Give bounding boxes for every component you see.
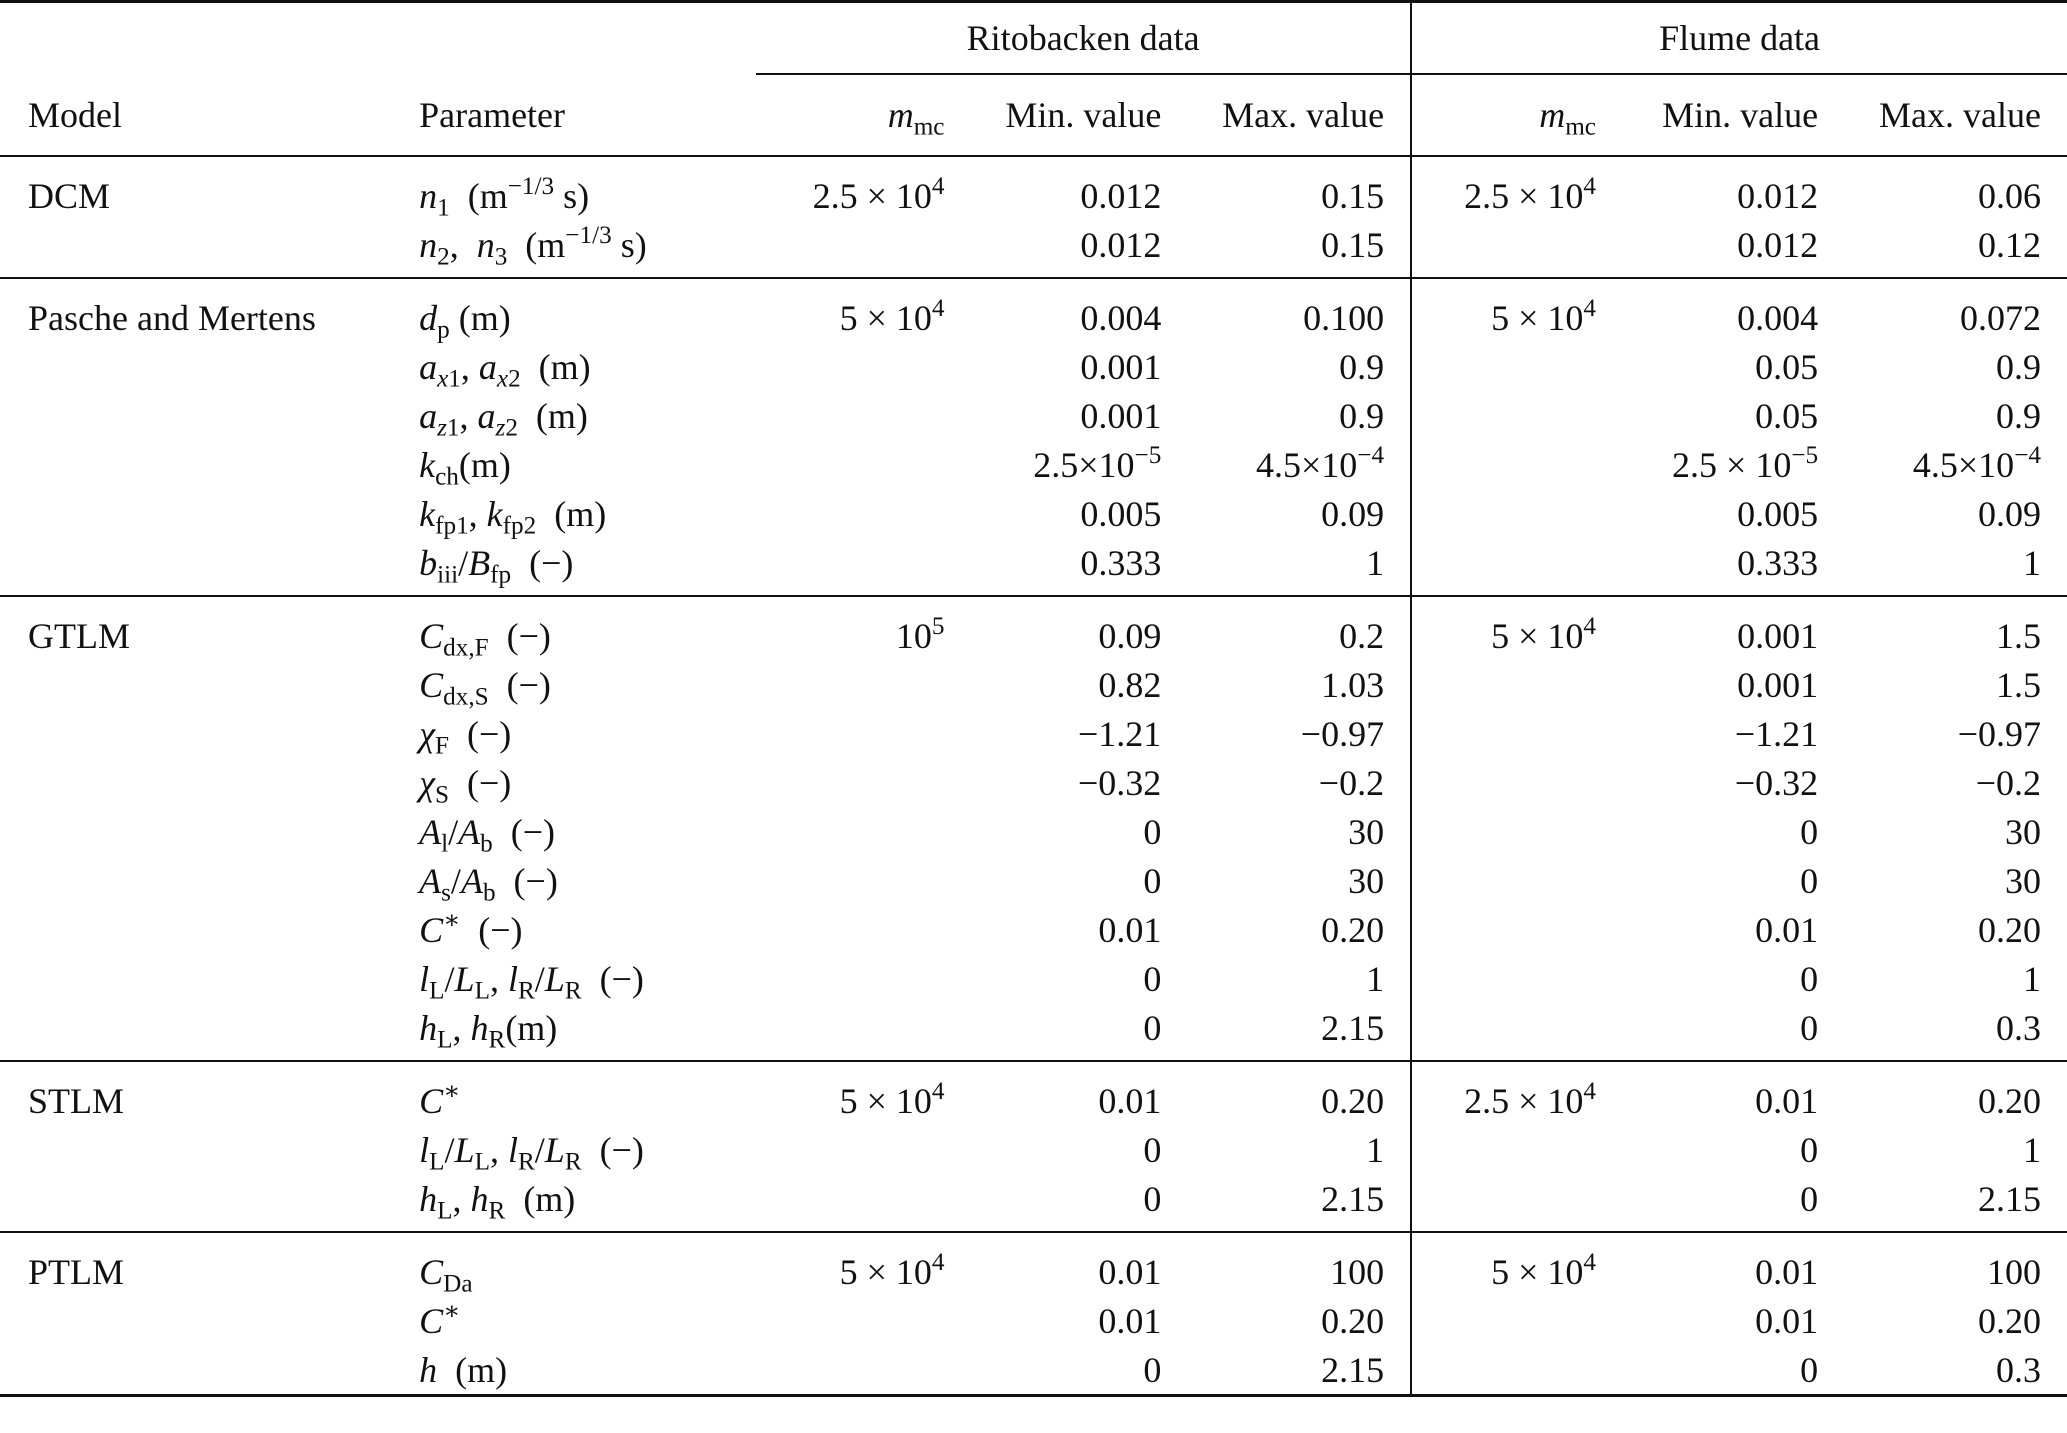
flume-mmc-cell <box>1411 758 1596 807</box>
table-row <box>0 1345 2067 1396</box>
header-min-flume: Min. value <box>1596 74 1818 156</box>
flume-max-cell: $4.5\times 10^{-4}$ <box>1912 441 2041 485</box>
flume-max-cell: −0.97 <box>1957 713 2041 754</box>
ritobacken-min-cell: 0.001 <box>1080 346 1162 387</box>
model-cell <box>0 489 391 538</box>
table-row <box>0 709 2067 758</box>
parameter-cell: $d_p$ (m) <box>419 297 511 344</box>
flume-mmc-cell: $5 \times 10^4$ <box>1411 278 1596 342</box>
flume-mmc-cell <box>1411 905 1596 954</box>
flume-min-cell: 0.01 <box>1755 1251 1819 1292</box>
table-row <box>0 807 2067 856</box>
flume-max-cell: 30 <box>2005 811 2041 852</box>
ritobacken-mmc-cell <box>756 1174 944 1232</box>
ritobacken-max-cell: 1.03 <box>1321 664 1385 705</box>
group-title-flume: Flume data <box>1411 2 2067 75</box>
ritobacken-max-cell: $4.5\times 10^{-4}$ <box>1255 441 1385 485</box>
parameter-cell: $h_L$, $h_R(m)$ <box>391 1003 756 1061</box>
flume-mmc-cell: $2.5 \times 10^4$ <box>1411 156 1596 220</box>
parameter-cell: $l_L/L_L$, $l_R/L_R$ (−) <box>419 1129 644 1176</box>
table-row <box>0 1296 2067 1345</box>
ritobacken-min-cell: 0.01 <box>1098 1080 1162 1121</box>
flume-min-cell: 0.001 <box>1737 615 1819 656</box>
ritobacken-max-cell: 0.100 <box>1303 297 1385 338</box>
model-cell <box>0 440 391 489</box>
table-row <box>0 278 2067 342</box>
ritobacken-max-cell: 0.20 <box>1321 1080 1385 1121</box>
table-body <box>0 156 2067 1396</box>
flume-mmc-cell <box>1411 954 1596 1003</box>
ritobacken-max-cell: 0.9 <box>1339 395 1385 436</box>
flume-min-cell: 0.005 <box>1737 493 1819 534</box>
flume-max-cell: 0.09 <box>1978 493 2041 534</box>
flume-max-cell: 0.20 <box>1978 909 2041 950</box>
ritobacken-max-cell: 0.20 <box>1321 909 1385 950</box>
ritobacken-mmc-cell <box>756 489 944 538</box>
ritobacken-max-cell: 2.15 <box>1161 1003 1411 1061</box>
parameter-cell: $n_2$, $n_3$ ($m^{-1/3}$ s) <box>391 220 756 278</box>
flume-mmc-cell <box>1411 709 1596 758</box>
flume-max-cell: 2.15 <box>1818 1174 2067 1232</box>
ritobacken-mmc-cell: $5 \times 10^4$ <box>839 1077 945 1121</box>
ritobacken-min-cell: 0 <box>945 1003 1162 1061</box>
ritobacken-mmc-cell <box>756 660 944 709</box>
flume-max-cell: 1 <box>2023 1129 2041 1170</box>
flume-mmc-cell <box>1411 538 1596 596</box>
flume-mmc-cell <box>1411 1174 1596 1232</box>
flume-max-cell: 0.20 <box>1978 1300 2041 1341</box>
flume-max-cell: 1.5 <box>1996 664 2041 705</box>
ritobacken-max-cell: 0.15 <box>1321 175 1385 216</box>
flume-min-cell: −0.32 <box>1734 762 1819 803</box>
ritobacken-max-cell: 2.15 <box>1161 1345 1411 1396</box>
flume-min-cell: 0.05 <box>1755 346 1819 387</box>
ritobacken-min-cell: −0.32 <box>1078 762 1162 803</box>
flume-max-cell: 30 <box>2005 860 2041 901</box>
ritobacken-mmc-cell: $5 \times 10^4$ <box>839 1248 945 1292</box>
ritobacken-min-cell: 0 <box>1143 811 1162 852</box>
model-cell <box>0 807 391 856</box>
model-cell <box>0 1174 391 1232</box>
ritobacken-mmc-cell: $10^5$ <box>895 612 945 656</box>
ritobacken-max-cell: 2.15 <box>1161 1174 1411 1232</box>
flume-min-cell: 0 <box>1596 1174 1818 1232</box>
flume-max-cell: 100 <box>1987 1251 2041 1292</box>
parameter-cell: $\chi_S$ (−) <box>419 762 512 809</box>
flume-max-cell: 0.20 <box>1978 1080 2041 1121</box>
parameter-cell: $C_{dx,F}$ (−) <box>419 615 551 662</box>
ritobacken-mmc-cell <box>756 856 944 905</box>
model-cell <box>0 1125 391 1174</box>
table-row <box>0 596 2067 660</box>
ritobacken-mmc-cell <box>756 709 944 758</box>
model-cell <box>0 905 391 954</box>
ritobacken-mmc-cell <box>756 807 944 856</box>
flume-max-cell: −0.2 <box>1975 762 2041 803</box>
ritobacken-max-cell: 100 <box>1330 1251 1385 1292</box>
header-mmc-flume: $m_{mc}$ <box>1411 74 1596 156</box>
flume-min-cell: 0.012 <box>1737 175 1819 216</box>
table-row <box>0 905 2067 954</box>
ritobacken-mmc-cell <box>756 1125 944 1174</box>
model-cell <box>0 1003 391 1061</box>
flume-min-cell: $2.5 \times 10^{-5}$ <box>1672 441 1819 485</box>
header-max-flume: Max. value <box>1818 74 2067 156</box>
model-cell <box>0 954 391 1003</box>
parameter-cell: $a_{x1}$, $a_{x2}$ (m) <box>419 346 591 393</box>
flume-max-cell: 0.12 <box>1818 220 2067 278</box>
model-cell <box>0 709 391 758</box>
flume-min-cell: 0.01 <box>1755 909 1819 950</box>
column-header-row <box>0 74 2067 156</box>
model-cell: Pasche and Mertens <box>28 297 316 338</box>
flume-mmc-cell <box>1411 1125 1596 1174</box>
flume-mmc-cell <box>1411 856 1596 905</box>
model-cell <box>0 856 391 905</box>
flume-max-cell: 0.072 <box>1960 297 2041 338</box>
flume-mmc-cell: $5 \times 10^4$ <box>1411 1232 1596 1296</box>
header-mmc-ritobacken: $m_{mc}$ <box>756 74 944 156</box>
ritobacken-max-cell: 0.15 <box>1161 220 1411 278</box>
ritobacken-mmc-cell: $2.5 \times 10^4$ <box>812 172 945 216</box>
flume-min-cell: 0.004 <box>1737 297 1819 338</box>
flume-mmc-cell <box>1411 342 1596 391</box>
ritobacken-mmc-cell: $5 \times 10^4$ <box>839 294 945 338</box>
flume-min-cell: 0 <box>1596 1003 1818 1061</box>
model-cell: PTLM <box>28 1251 125 1292</box>
parameter-cell: $k_{ch}(m)$ <box>419 444 511 491</box>
model-cell <box>0 538 391 596</box>
table-row <box>0 391 2067 440</box>
ritobacken-mmc-cell <box>756 758 944 807</box>
parameter-cell: C∗ <box>419 1297 461 1341</box>
ritobacken-max-cell: 0.2 <box>1339 615 1385 656</box>
ritobacken-mmc-cell <box>756 220 944 278</box>
flume-min-cell: 0.001 <box>1737 664 1819 705</box>
ritobacken-mmc-cell <box>756 1296 944 1345</box>
model-cell <box>0 1296 391 1345</box>
ritobacken-max-cell: 0.20 <box>1321 1300 1385 1341</box>
header-parameter: Parameter <box>391 74 756 156</box>
ritobacken-mmc-cell <box>756 342 944 391</box>
flume-min-cell: 0.333 <box>1596 538 1818 596</box>
flume-min-cell: 0.012 <box>1596 220 1818 278</box>
flume-max-cell: 0.9 <box>1996 395 2041 436</box>
ritobacken-mmc-cell <box>756 905 944 954</box>
flume-mmc-cell <box>1411 391 1596 440</box>
flume-mmc-cell <box>1411 1003 1596 1061</box>
table-row <box>0 1003 2067 1061</box>
ritobacken-max-cell: 1 <box>1366 1129 1385 1170</box>
ritobacken-min-cell: 0 <box>1143 958 1162 999</box>
flume-mmc-cell: $5 \times 10^4$ <box>1411 596 1596 660</box>
flume-max-cell: 0.06 <box>1978 175 2041 216</box>
table-row <box>0 489 2067 538</box>
model-cell: DCM <box>28 175 111 216</box>
flume-mmc-cell <box>1411 440 1596 489</box>
table-row <box>0 954 2067 1003</box>
parameter-cell: $C_{dx,S}$ (−) <box>419 664 551 711</box>
ritobacken-max-cell: −0.97 <box>1300 713 1385 754</box>
table-row <box>0 660 2067 709</box>
ritobacken-min-cell: 0.01 <box>1098 1251 1162 1292</box>
ritobacken-mmc-cell <box>756 391 944 440</box>
ritobacken-min-cell: −1.21 <box>1078 713 1162 754</box>
table-row <box>0 538 2067 596</box>
table-row <box>0 1061 2067 1125</box>
flume-min-cell: 0 <box>1800 860 1819 901</box>
ritobacken-mmc-cell <box>756 1345 944 1396</box>
table-row <box>0 1125 2067 1174</box>
parameter-cell: $a_{z1}$, $a_{z2}$ (m) <box>419 395 588 442</box>
flume-mmc-cell: $2.5 \times 10^4$ <box>1411 1061 1596 1125</box>
flume-min-cell: 0 <box>1596 1345 1818 1396</box>
flume-min-cell: 0.05 <box>1755 395 1819 436</box>
model-cell: STLM <box>28 1080 125 1121</box>
parameter-cell: $k_{fp1}$, $k_{fp2}$ (m) <box>419 493 607 540</box>
model-cell <box>0 660 391 709</box>
ritobacken-min-cell: 0.004 <box>1080 297 1162 338</box>
ritobacken-mmc-cell <box>756 954 944 1003</box>
flume-min-cell: 0.01 <box>1755 1300 1819 1341</box>
ritobacken-min-cell: 0.01 <box>1098 909 1162 950</box>
header-max-ritobacken: Max. value <box>1161 74 1411 156</box>
ritobacken-max-cell: 1 <box>1161 538 1411 596</box>
parameter-cell: $b_{iii}/B_{fp}$ (−) <box>391 538 756 596</box>
ritobacken-min-cell: 0.005 <box>1080 493 1162 534</box>
ritobacken-min-cell: 0.82 <box>1098 664 1162 705</box>
flume-mmc-cell <box>1411 220 1596 278</box>
ritobacken-min-cell: 0 <box>945 1345 1162 1396</box>
flume-min-cell: 0 <box>1800 958 1819 999</box>
model-cell: GTLM <box>28 615 130 656</box>
model-cell <box>0 220 391 278</box>
ritobacken-min-cell: 0 <box>1143 860 1162 901</box>
table-row <box>0 1174 2067 1232</box>
model-cell <box>0 391 391 440</box>
parameter-cell: $A_l/A_b$ (−) <box>419 811 555 858</box>
ritobacken-max-cell: 30 <box>1348 860 1385 901</box>
ritobacken-min-cell: $2.5\times 10^{-5}$ <box>1033 441 1162 485</box>
ritobacken-min-cell: 0 <box>1143 1129 1162 1170</box>
flume-max-cell: 0.9 <box>1996 346 2041 387</box>
flume-max-cell: 1 <box>1818 538 2067 596</box>
flume-mmc-cell <box>1411 489 1596 538</box>
parameter-cell: $h_L$, $h_R$ (m) <box>391 1174 756 1232</box>
ritobacken-mmc-cell <box>756 1003 944 1061</box>
flume-min-cell: 0 <box>1800 1129 1819 1170</box>
ritobacken-max-cell: −0.2 <box>1318 762 1385 803</box>
model-cell <box>0 758 391 807</box>
ritobacken-max-cell: 0.9 <box>1339 346 1385 387</box>
parameter-cell: C∗ (−) <box>419 906 523 950</box>
flume-mmc-cell <box>1411 1296 1596 1345</box>
ritobacken-min-cell: 0.09 <box>1098 615 1162 656</box>
flume-max-cell: 0.3 <box>1818 1003 2067 1061</box>
ritobacken-mmc-cell <box>756 538 944 596</box>
header-model: Model <box>0 74 391 156</box>
flume-mmc-cell <box>1411 660 1596 709</box>
table-row <box>0 220 2067 278</box>
model-cell <box>0 342 391 391</box>
parameter-cell: C∗ <box>419 1077 461 1121</box>
flume-mmc-cell <box>1411 807 1596 856</box>
group-header-row <box>0 2 2067 75</box>
ritobacken-max-cell: 0.09 <box>1321 493 1385 534</box>
table-row <box>0 440 2067 489</box>
flume-min-cell: −1.21 <box>1734 713 1819 754</box>
ritobacken-min-cell: 0.01 <box>1098 1300 1162 1341</box>
parameter-cell: $n_1$ ($m^{-1/3}$ s) <box>419 172 590 222</box>
flume-max-cell: 0.3 <box>1818 1345 2067 1396</box>
parameter-cell: $\chi_F$ (−) <box>419 713 512 760</box>
group-title-ritobacken: Ritobacken data <box>756 2 1411 75</box>
ritobacken-min-cell: 0.001 <box>1080 395 1162 436</box>
parameter-cell: $A_s/A_b$ (−) <box>419 860 558 907</box>
parameter-cell: h (m) <box>391 1345 756 1396</box>
parameter-cell: $l_L/L_L$, $l_R/L_R$ (−) <box>419 958 644 1005</box>
flume-max-cell: 1.5 <box>1996 615 2041 656</box>
model-cell <box>0 1345 391 1396</box>
flume-min-cell: 0 <box>1800 811 1819 852</box>
ritobacken-max-cell: 1 <box>1366 958 1385 999</box>
flume-max-cell: 1 <box>2023 958 2041 999</box>
ritobacken-min-cell: 0.012 <box>945 220 1162 278</box>
table-row <box>0 342 2067 391</box>
ritobacken-min-cell: 0.012 <box>1080 175 1162 216</box>
table-row <box>0 156 2067 220</box>
ritobacken-min-cell: 0 <box>945 1174 1162 1232</box>
table-row <box>0 1232 2067 1296</box>
table-row <box>0 856 2067 905</box>
flume-min-cell: 0.01 <box>1755 1080 1819 1121</box>
parameter-cell: $C_{Da}$ <box>419 1251 473 1298</box>
ritobacken-min-cell: 0.333 <box>945 538 1162 596</box>
header-min-ritobacken: Min. value <box>945 74 1162 156</box>
flume-mmc-cell <box>1411 1345 1596 1396</box>
ritobacken-mmc-cell <box>756 440 944 489</box>
table-row <box>0 758 2067 807</box>
ritobacken-max-cell: 30 <box>1348 811 1385 852</box>
